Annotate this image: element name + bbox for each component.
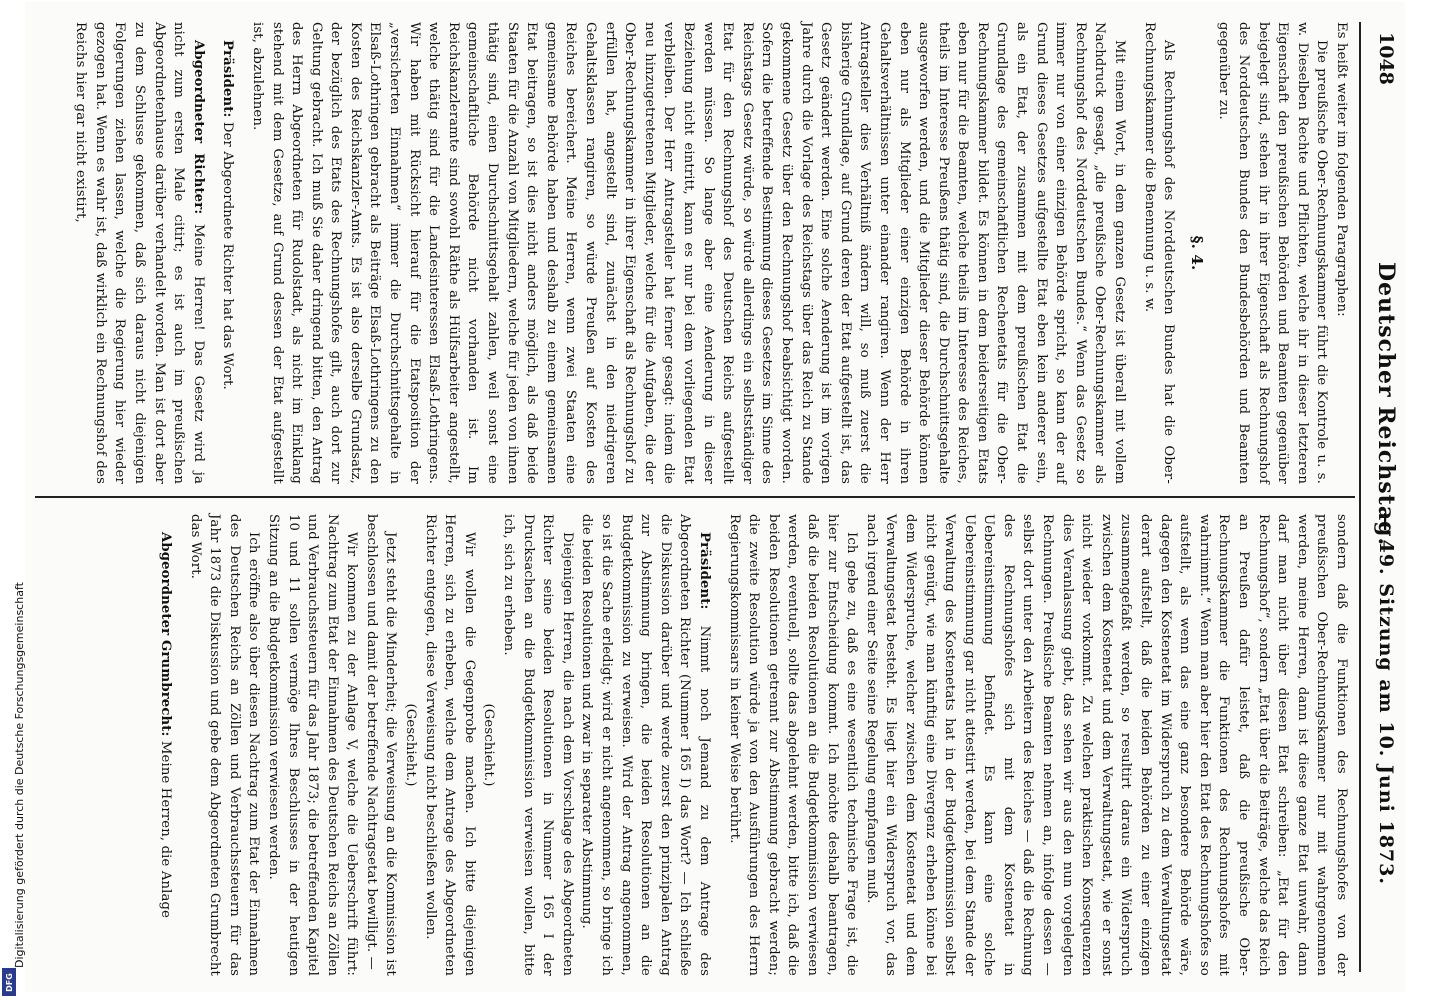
- speaker-label: Abgeordneter Richter:: [190, 40, 206, 215]
- paragraph: Mit einem Wort, in dem ganzen Gesetz ist überall mit vollem Nachdruck gesagt, „die preußische Ober-Rechnungskammer als Rechnungshof des Norddeutschen Bundes.“ Wenn das Gesetz so immer nur von einer einzigen Behörde spricht, so kann der auf Grund dieses Gesetzes aufgestellte Etat eben kein anderer sein, als ein Etat, der zusammen mit dem preußischen Etat die Grundlage des gemeinschaftlichen Rechenetats für die Ober-Rechnungskammer bildet. Es können in dem beiderseitigen Etats eben nur für die Beamten, welche theils im Interesse des Reiches, theils im Interesse Preußens thätig sind, die Durchschnittsgehalte ausgeworfen werden, und die Mitglieder dieser Behörde können eben nur als Mitglieder einer einzigen Behörde in ihren Gehaltsverhältnissen unter einander rangiren. Wenn der Herr Antragsteller dies Verhältniß ändern will, so muß zuerst die bisherige Grundlage, auf Grund deren der Etat aufgestellt ist, das Gesetz geändert werden. Eine solche Aenderung ist im vorigen Jahre durch die Vorlage des Reichstags über das Reich zu Stande gekommene Gesetz über den Rechnungshof beabsichtigt worden. Sofern die betreffende Bestimmung dieses Gesetzes im Sinne des Reichstags Gesetz würde, so würde allerdings ein selbstständiger Etat für den Rechnungshof des Deutschen Reichs aufgestellt werden müssen. So lange aber eine Aenderung in dieser Beziehung nicht eintritt, kann es nur bei dem vorliegenden Etat verbleiben. Der Herr Antragsteller hat ferner gesagt: indem die neu hinzugetretenen Mitglieder, welche für die Aufgaben, die der Ober-Rechnungskammer in ihrer Eigenschaft als Rechnungshof zu erfüllen hat, angestellt sind, zunächst in den niedrigeren Gehaltsklassen rangiren, so würde Preußen auf Kosten des Reiches bereichert. Meine Herren, wenn zwei Staaten eine gemeinsame Behörde haben und deshalb zu einem gemeinsamen Etat beitragen, so ist dies nicht anders möglich, als daß beide Staaten für die Anzahl von Mitgliedern, welche für jeden von ihnen thätig sind, einen Durchschnittsgehalt zahlen, weil sonst eine gemeinschaftliche Behörde nicht vorhanden ist. Im Reichskanzleramte sind sowohl Räthe als Hülfsarbeiter angestellt, welche thätig sind für die Landesinteressen Elsaß-Lothringens. Wir haben mit Rücksicht hierauf für die Etatsposition der „versicherten Einnahmen“ immer die Durchschnittsgehalte in Elsaß-Lothringen gebracht als Beiträge Elsaß-Lothringens zu den Kosten des Reichskanzler-Amts. Es ist also derselbe Grundsatz, der bezüglich des Etats des Rechnungshofes gilt, auch dort zur Geltung gebracht. Ich muß Sie daher dringend bitten, den Antrag des Herrn Abgeordneten für Rudolstadt, als nicht im Einklang stehend mit dem Gesetze, auf Grund dessen der Etat aufgestellt ist, abzulehnen.: [249, 22, 1128, 484]
- interjection: (Geschieht.): [481, 703, 497, 787]
- paragraph: Ich eröffne also über diesen Nachtrag zum Etat der Einnahmen des Deutschen Reichs an Zöllen und Verbrauchssteuern für das Jahr 1873 die Diskussion und gebe dem Abgeordneten Grumbrecht das Wort.: [187, 514, 262, 976]
- speech-text: Nimmt noch Jemand zu dem Antrage des Abgeordneten Richter (Nummer 165 I) das Wort? — Ich schließe die Diskussion darüber und werde zuerst den prinzipalen Antrag zur Abstimmung bringen, die beiden Resolutionen an die Budgetkommission zu verweisen. Wird der Antrag angenommen, so ist die Sache erledigt; wird er nicht angenommen, so bringe ich die beiden Resolutionen und zwar in separater Abstimmung.: [579, 514, 712, 976]
- paragraph: Wir kommen zu der Anlage V, welche die Ueberschrift führt: Nachtrag zum Etat der Einnahmen des Deutschen Reichs an Zöllen und Verbrauchssteuern für das Jahr 1873; die betreffenden Kapitel 10 und 11 sollen vermöge Ihres Beschlusses in der heutigen Sitzung an die Budgetkommission verwiesen werden.: [265, 514, 360, 976]
- speech-richter: [71, 22, 208, 484]
- header-rule: [1359, 22, 1361, 972]
- paragraph: Die preußische Ober-Rechnungskammer führt die Kontrole u. s. w. Dieselben Rechte und Pflichten, welche ihr in dieser letzteren Eigenschaft den preußischen Behörden und Beamten gegenüber beigelegt sind, stehen ihr in ihrer Eigenschaft als Rechnungshof des Norddeutschen Bundes den Bundesbehörden und Beamten gegenüber zu.: [1216, 22, 1330, 484]
- session-line: — 49. Sitzung am 10. Juni 1873.: [1375, 512, 1397, 885]
- speaker-label: Präsident:: [697, 532, 712, 610]
- paragraph: Jetzt steht die Minderheit; die Verweisung an die Kommission ist beschlossen und damit der betreffende Nachtragsetat bewilligt. —: [363, 514, 399, 976]
- page-header: [1363, 32, 1403, 972]
- speech-president: [218, 22, 238, 484]
- speaker-label: Abgeordneter Grumbrecht:: [157, 532, 173, 737]
- section-mark: §. 4.: [1187, 235, 1206, 271]
- paragraph: Ich gebe zu, daß es eine wesentlich technische Frage ist, die hier zur Entscheidung kommt. Ich möchte deshalb beantragen, daß die beiden Resolutionen an die Budgetkommission verwiesen werden, eventuell, sollte das abgelehnt werden, bitte ich, daß die beiden Resolutionen getrennt zur Abstimmung gebracht werden; die zweite Resolution würde ja von den Ausführungen des Herrn Regierungskommissars in keiner Weise berührt.: [726, 514, 860, 976]
- rotated-newspaper-page: [25, 2, 1405, 992]
- speech-text: Meine Herren, die Anlage: [157, 740, 173, 919]
- column-divider: [35, 496, 1355, 498]
- left-column: [71, 22, 1351, 484]
- speech-grumbrecht: [155, 514, 175, 976]
- interjection: (Geschieht.): [403, 703, 419, 787]
- speech-text: Meine Herren! Das Gesetz wird ja nicht zum ersten Male citirt; es ist auch im preußischen Abgeordnetenhause darüber verhandelt worden. Man ist dort aber zu dem Schlusse gekommen, daß sich daraus nicht diejenigen Folgerungen ziehen lassen, welche die Regierung hier wieder gezogen hat. Wenn es wahr ist, daß wirklich ein Rechnungshof des Reichs hier gar nicht existirt,: [73, 22, 206, 484]
- speech-president: [577, 514, 714, 976]
- paragraph: Wir wollen die Gegenprobe machen. Ich bitte diejenigen Herren, sich zu erheben, welche dem Antrage des Abgeordneten Richter entgegen, diese Verweisung nicht beschließen wollen.: [422, 514, 477, 976]
- dfg-logo: [2, 968, 16, 996]
- right-column: [155, 514, 1351, 976]
- digitization-credit: [0, 0, 26, 1000]
- paragraph: Es heißt weiter im folgenden Paragraphen:: [1334, 22, 1349, 317]
- speech-text: Der Abgeordnete Richter hat das Wort.: [220, 121, 236, 390]
- paragraph: sondern daß die Funktionen des Rechnungshofes von der preußischen Ober-Rechnungskammer nur mit wahrgenommen werden, meine Herren, dann ist diese ganze Etat unwahr, dann darf man nicht über diesen Etat schreiben: „Etat für den Rechnungshof“, sondern „Etat über die Beiträge, welche das Reich an Preußen dafür leistet, daß die preußische Ober-Rechnungskammer die Funktionen des Rechnungshofes mit wahrnimmt.“ Wenn man aber hier den Etat des Rechnungshofes so aufstellt, als wenn das eine ganz besondere Behörde wäre, dagegen den Kostenetat im Widerspruch zu dem Verwaltungsetat derart aufstellt, daß die beiden Behörden zu einer einzigen zusammengefaßt werden, so resultirt daraus ein Widerspruch zwischen dem Kostenetat und dem Verwaltungsetat, wie er sonst nicht wieder vorkommt. Zu welchen praktischen Konsequenzen dies Veranlassung giebt, das sehen wir aus den nun vorgelegten Rechnungen. Preußische Beamten nehmen an, infolge dessen — selbst dort unter den Arbeitern des Reiches — daß die Rechnung des Rechnungshofes sich mit dem Kostenetat in Uebereinstimmung befindet. Es kann eine solche Uebereinstimmung gar nicht attestirt werden, bei dem Stande der Verwaltung des Kostenetats hat in der Budgetkommission selbst nicht genügt, wie man künftig eine Divergenz erheben könne bei dem Widerspruche, welcher zwischen dem Kostenetat und dem Verwaltungsetat besteht. Es liegt hier ein Widerspruch vor, das nach irgend einer Seite seine Regelung empfangen muß.: [863, 514, 1349, 976]
- logo-text: DFG: [4, 972, 14, 992]
- speaker-label: Präsident:: [220, 40, 236, 118]
- paragraph: Diejenigen Herren, die nach dem Vorschlage des Abgeordneten Richter seine beiden Resolutionen in Nummer 165 I der Drucksachen an die Budgetkommission verweisen wollen, bitte ich, sich zu erheben.: [501, 514, 575, 976]
- page-number: 1048: [1375, 32, 1397, 85]
- publication-title: Deutscher Reichstag.: [1373, 262, 1399, 547]
- paragraph: Als Rechnungshof des Norddeutschen Bundes hat die Ober-Rechnungskammer die Benennung u. s. w.: [1141, 22, 1177, 484]
- credit-text: Digitalisierung gefördert durch die Deutsche Forschungsgemeinschaft: [13, 582, 26, 968]
